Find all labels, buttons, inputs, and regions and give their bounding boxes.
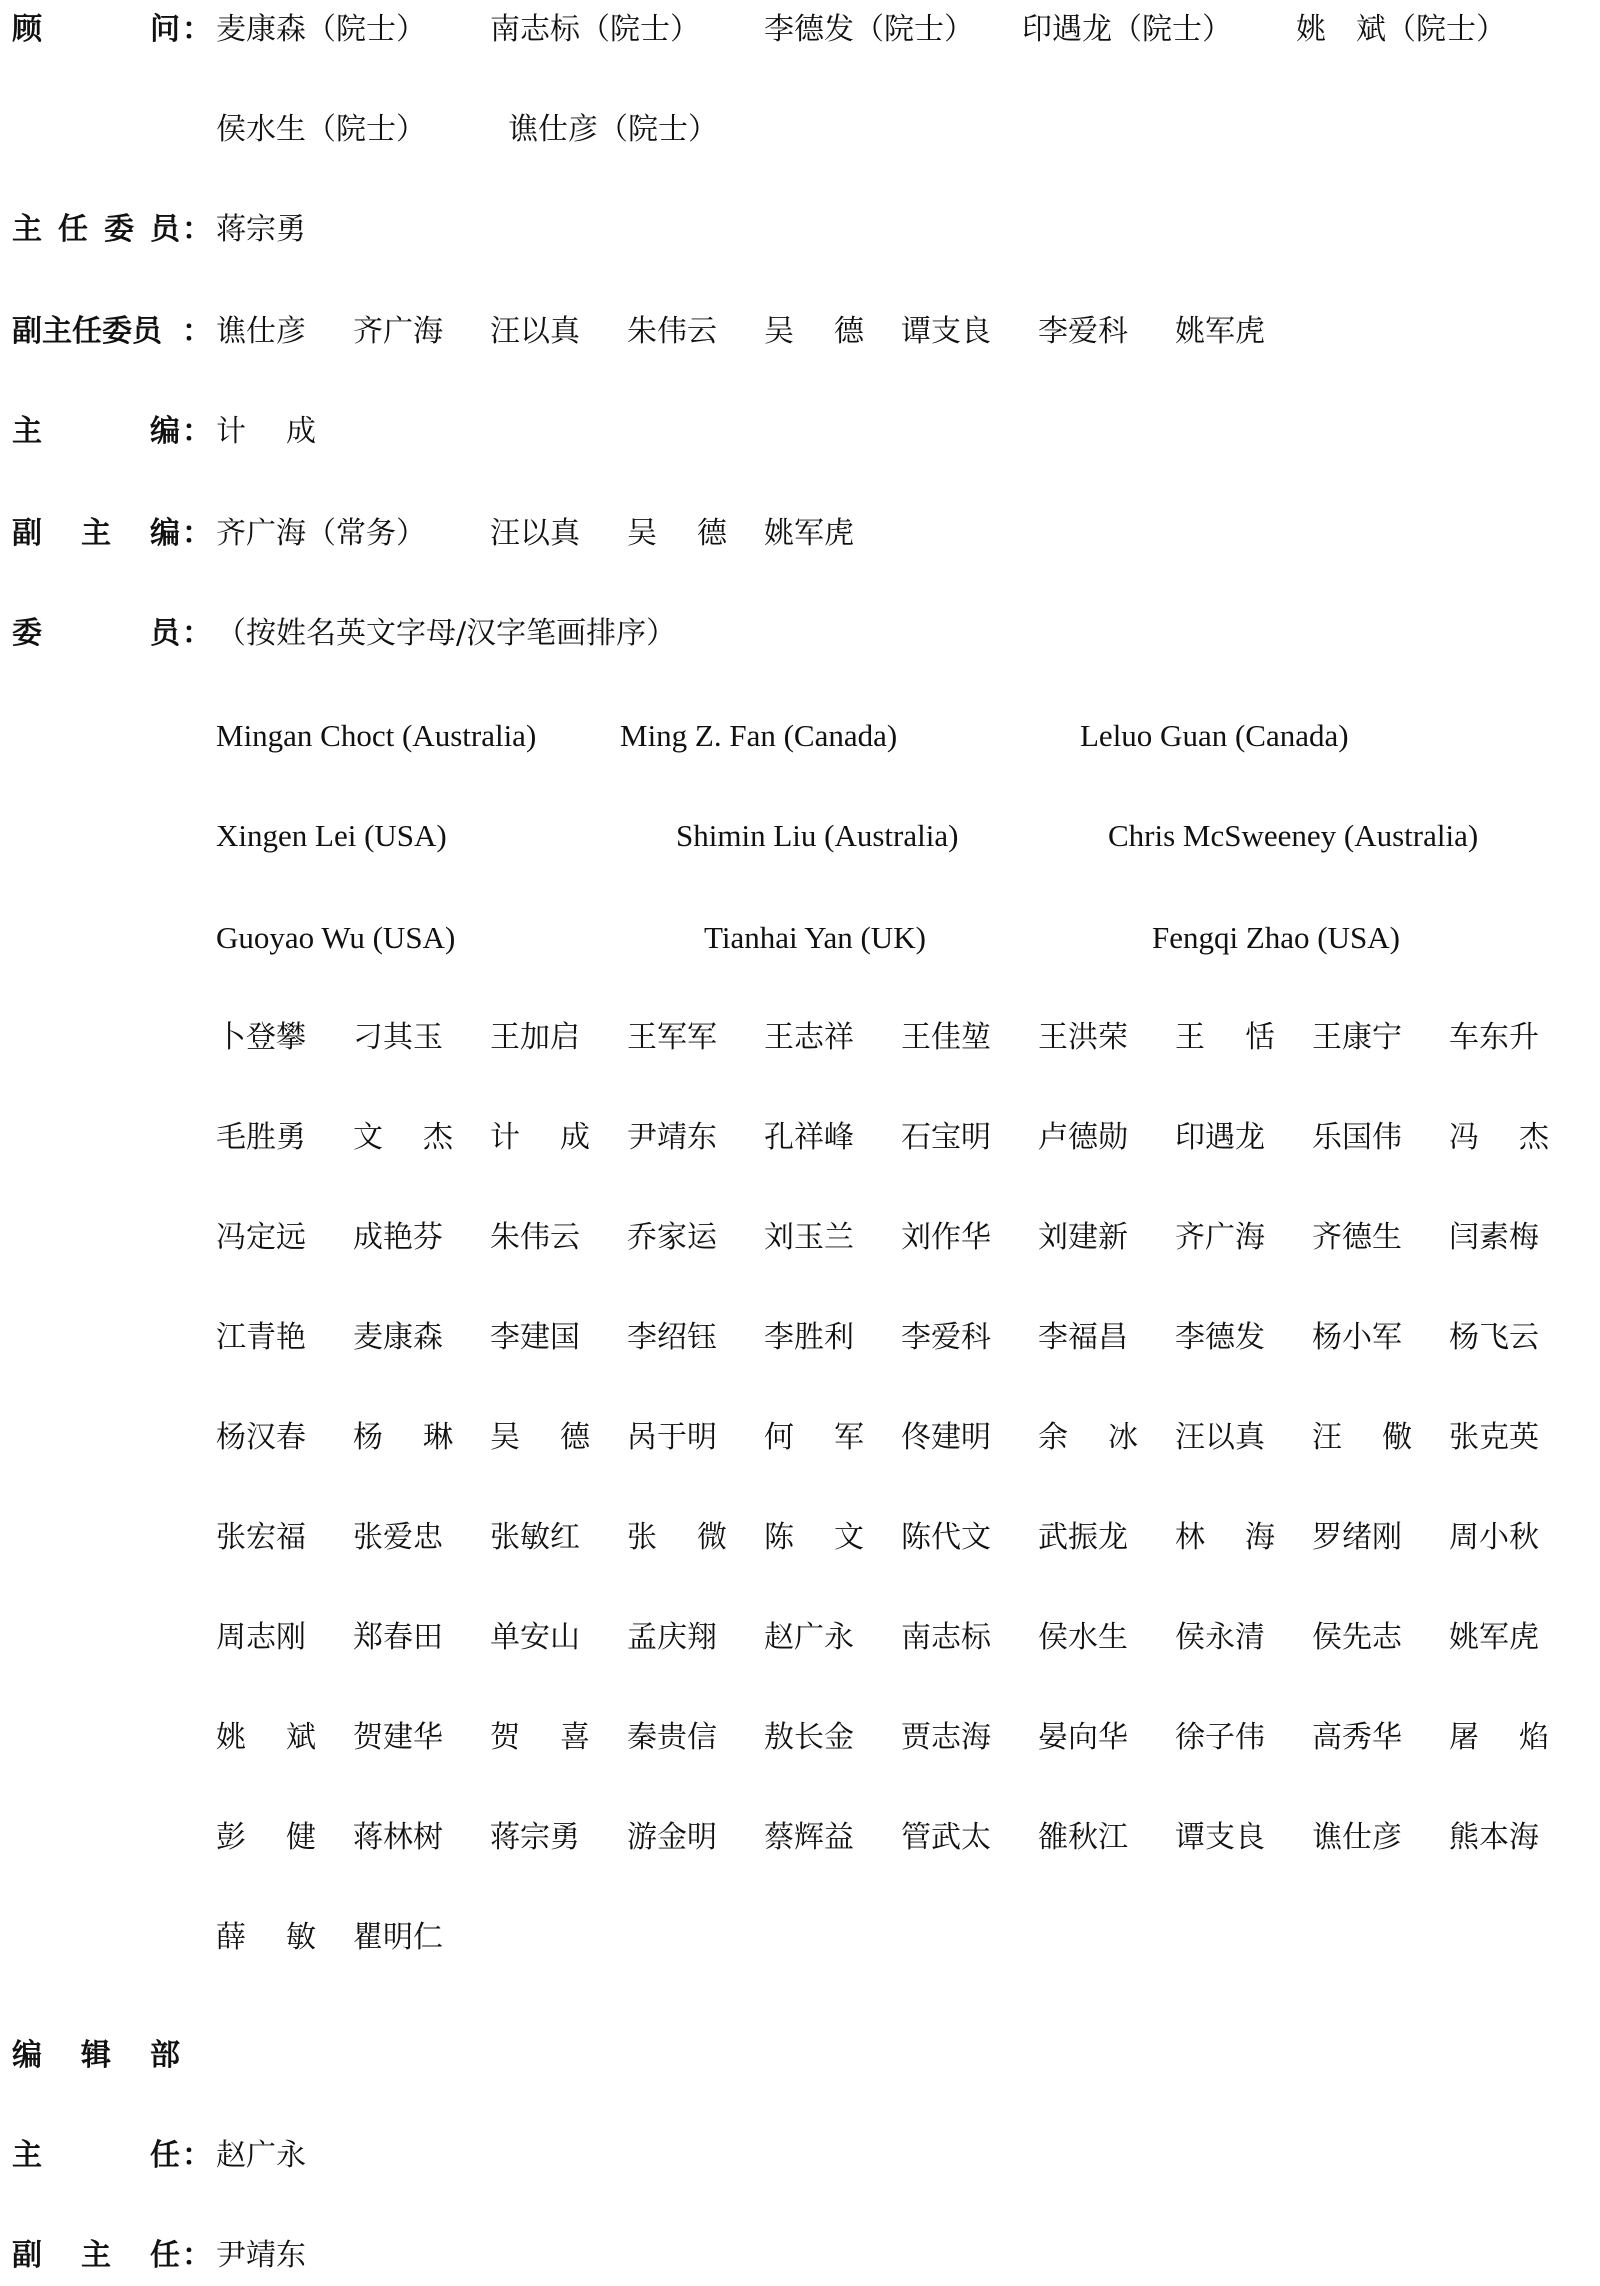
member-name: 王洪荣 bbox=[1038, 1020, 1128, 1055]
dept-director-name: 赵广永 bbox=[216, 2138, 306, 2173]
member-name: 李绍钰 bbox=[627, 1320, 717, 1355]
foreign-member-name: Shimin Liu (Australia) bbox=[676, 818, 959, 853]
member-name: 李福昌 bbox=[1038, 1320, 1128, 1355]
label-colon: ： bbox=[182, 2138, 212, 2173]
member-name: 张爱忠 bbox=[353, 1520, 443, 1555]
member-name: 麦康森 bbox=[353, 1320, 443, 1355]
member-name: 南志标 bbox=[901, 1620, 991, 1655]
member-name: 张宏福 bbox=[216, 1520, 306, 1555]
chief-editor-label: 主 编 bbox=[12, 414, 180, 449]
member-name: 乔家运 bbox=[627, 1220, 717, 1255]
deputy-editor-name: 姚军虎 bbox=[764, 516, 854, 551]
member-name: 单安山 bbox=[490, 1620, 580, 1655]
members-label: 委 员 bbox=[12, 616, 180, 651]
editorial-dept-heading: 编 辑 部 bbox=[12, 2038, 180, 2073]
member-name: 杨飞云 bbox=[1449, 1320, 1539, 1355]
member-name: 刁其玉 bbox=[353, 1020, 443, 1055]
advisors-label: 顾 问 bbox=[12, 12, 180, 47]
dept-vice-director-label: 副 主 任 bbox=[12, 2238, 180, 2273]
member-name: 王康宁 bbox=[1312, 1020, 1402, 1055]
vice-director-name: 汪以真 bbox=[490, 314, 580, 349]
member-name: 敖长金 bbox=[764, 1720, 854, 1755]
member-name: 成艳芬 bbox=[353, 1220, 443, 1255]
member-name: 尹靖东 bbox=[627, 1120, 717, 1155]
member-name: 陈 文 bbox=[764, 1520, 864, 1555]
member-name: 徐子伟 bbox=[1175, 1720, 1265, 1755]
member-name: 张敏红 bbox=[490, 1520, 580, 1555]
member-name: 王加启 bbox=[490, 1020, 580, 1055]
vice-director-name: 李爱科 bbox=[1038, 314, 1128, 349]
label-colon: ： bbox=[182, 2238, 212, 2273]
foreign-member-name: Leluo Guan (Canada) bbox=[1080, 718, 1349, 753]
vice-directors-label: 副主任委员 bbox=[12, 314, 162, 349]
member-name: 姚军虎 bbox=[1449, 1620, 1539, 1655]
member-name: 蒋宗勇 bbox=[490, 1820, 580, 1855]
foreign-member-name: Guoyao Wu (USA) bbox=[216, 920, 456, 955]
member-name: 雒秋江 bbox=[1038, 1820, 1128, 1855]
member-name: 闫素梅 bbox=[1449, 1220, 1539, 1255]
member-name: 侯永清 bbox=[1175, 1620, 1265, 1655]
member-name: 王佳堃 bbox=[901, 1020, 991, 1055]
member-name: 何 军 bbox=[764, 1420, 864, 1455]
member-name: 冯 杰 bbox=[1449, 1120, 1549, 1155]
deputy-editor-name: 汪以真 bbox=[490, 516, 580, 551]
member-name: 陈代文 bbox=[901, 1520, 991, 1555]
foreign-member-name: Ming Z. Fan (Canada) bbox=[620, 718, 898, 753]
member-name: 蒋林树 bbox=[353, 1820, 443, 1855]
member-name: 杨小军 bbox=[1312, 1320, 1402, 1355]
member-name: 侯先志 bbox=[1312, 1620, 1402, 1655]
member-name: 游金明 bbox=[627, 1820, 717, 1855]
member-name: 李建国 bbox=[490, 1320, 580, 1355]
member-name: 武振龙 bbox=[1038, 1520, 1128, 1555]
member-name: 齐德生 bbox=[1312, 1220, 1402, 1255]
member-name: 杨汉春 bbox=[216, 1420, 306, 1455]
dept-vice-director-name: 尹靖东 bbox=[216, 2238, 306, 2273]
chief-editor-name: 计 成 bbox=[216, 414, 316, 449]
member-name: 余 冰 bbox=[1038, 1420, 1138, 1455]
vice-director-name: 姚军虎 bbox=[1175, 314, 1265, 349]
deputy-editor-name: 吴 德 bbox=[627, 516, 727, 551]
foreign-member-name: Chris McSweeney (Australia) bbox=[1108, 818, 1479, 853]
vice-director-name: 谯仕彦 bbox=[216, 314, 306, 349]
members-sort-note: （按姓名英文字母/汉字笔画排序） bbox=[216, 616, 677, 651]
member-name: 李德发 bbox=[1175, 1320, 1265, 1355]
member-name: 瞿明仁 bbox=[353, 1920, 443, 1955]
member-name: 屠 焰 bbox=[1449, 1720, 1549, 1755]
member-name: 周小秋 bbox=[1449, 1520, 1539, 1555]
foreign-member-name: Mingan Choct (Australia) bbox=[216, 718, 537, 753]
member-name: 秦贵信 bbox=[627, 1720, 717, 1755]
deputy-editors-label: 副 主 编 bbox=[12, 516, 180, 551]
member-name: 赵广永 bbox=[764, 1620, 854, 1655]
member-name: 冯定远 bbox=[216, 1220, 306, 1255]
member-name: 江青艳 bbox=[216, 1320, 306, 1355]
member-name: 王军军 bbox=[627, 1020, 717, 1055]
label-colon: ： bbox=[182, 414, 212, 449]
member-name: 张 微 bbox=[627, 1520, 727, 1555]
member-name: 汪 儆 bbox=[1312, 1420, 1412, 1455]
foreign-member-name: Xingen Lei (USA) bbox=[216, 818, 447, 853]
member-name: 文 杰 bbox=[353, 1120, 453, 1155]
member-name: 卢德勋 bbox=[1038, 1120, 1128, 1155]
advisor-name: 麦康森（院士） bbox=[216, 12, 426, 47]
member-name: 石宝明 bbox=[901, 1120, 991, 1155]
advisor-name: 李德发（院士） bbox=[764, 12, 974, 47]
member-name: 乐国伟 bbox=[1312, 1120, 1402, 1155]
label-colon: ： bbox=[182, 12, 212, 47]
member-name: 贺建华 bbox=[353, 1720, 443, 1755]
member-name: 刘作华 bbox=[901, 1220, 991, 1255]
member-name: 晏向华 bbox=[1038, 1720, 1128, 1755]
member-name: 李爱科 bbox=[901, 1320, 991, 1355]
member-name: 熊本海 bbox=[1449, 1820, 1539, 1855]
member-name: 林 海 bbox=[1175, 1520, 1275, 1555]
member-name: 贺 喜 bbox=[490, 1720, 590, 1755]
member-name: 朱伟云 bbox=[490, 1220, 580, 1255]
member-name: 罗绪刚 bbox=[1312, 1520, 1402, 1555]
member-name: 贾志海 bbox=[901, 1720, 991, 1755]
member-name: 计 成 bbox=[490, 1120, 590, 1155]
member-name: 印遇龙 bbox=[1175, 1120, 1265, 1155]
advisor-name: 南志标（院士） bbox=[490, 12, 700, 47]
member-name: 李胜利 bbox=[764, 1320, 854, 1355]
member-name: 侯水生 bbox=[1038, 1620, 1128, 1655]
member-name: 王志祥 bbox=[764, 1020, 854, 1055]
member-name: 佟建明 bbox=[901, 1420, 991, 1455]
label-colon: ： bbox=[182, 616, 212, 651]
member-name: 齐广海 bbox=[1175, 1220, 1265, 1255]
advisor-name: 姚 斌（院士） bbox=[1296, 12, 1506, 47]
member-name: 彭 健 bbox=[216, 1820, 316, 1855]
member-name: 吴 德 bbox=[490, 1420, 590, 1455]
foreign-member-name: Fengqi Zhao (USA) bbox=[1152, 920, 1400, 955]
vice-director-name: 谭支良 bbox=[901, 314, 991, 349]
member-name: 卜登攀 bbox=[216, 1020, 306, 1055]
member-name: 薛 敏 bbox=[216, 1920, 316, 1955]
deputy-editor-name: 齐广海（常务） bbox=[216, 516, 426, 551]
member-name: 谭支良 bbox=[1175, 1820, 1265, 1855]
dept-director-label: 主 任 bbox=[12, 2138, 180, 2173]
foreign-member-name: Tianhai Yan (UK) bbox=[704, 920, 926, 955]
member-name: 车东升 bbox=[1449, 1020, 1539, 1055]
vice-director-name: 吴 德 bbox=[764, 314, 864, 349]
label-colon: ： bbox=[182, 516, 212, 551]
label-colon: ： bbox=[182, 314, 212, 349]
member-name: 周志刚 bbox=[216, 1620, 306, 1655]
member-name: 杨 琳 bbox=[353, 1420, 453, 1455]
member-name: 呙于明 bbox=[627, 1420, 717, 1455]
director-label: 主 任 委 员 bbox=[12, 212, 180, 247]
vice-director-name: 朱伟云 bbox=[627, 314, 717, 349]
member-name: 刘玉兰 bbox=[764, 1220, 854, 1255]
member-name: 管武太 bbox=[901, 1820, 991, 1855]
member-name: 张克英 bbox=[1449, 1420, 1539, 1455]
label-colon: ： bbox=[182, 212, 212, 247]
advisor-name: 印遇龙（院士） bbox=[1022, 12, 1232, 47]
advisor-name: 侯水生（院士） bbox=[216, 112, 426, 147]
director-name: 蒋宗勇 bbox=[216, 212, 306, 247]
member-name: 姚 斌 bbox=[216, 1720, 316, 1755]
member-name: 郑春田 bbox=[353, 1620, 443, 1655]
member-name: 蔡辉益 bbox=[764, 1820, 854, 1855]
member-name: 汪以真 bbox=[1175, 1420, 1265, 1455]
member-name: 孔祥峰 bbox=[764, 1120, 854, 1155]
member-name: 孟庆翔 bbox=[627, 1620, 717, 1655]
vice-director-name: 齐广海 bbox=[353, 314, 443, 349]
member-name: 高秀华 bbox=[1312, 1720, 1402, 1755]
member-name: 谯仕彦 bbox=[1312, 1820, 1402, 1855]
member-name: 王 恬 bbox=[1175, 1020, 1275, 1055]
member-name: 刘建新 bbox=[1038, 1220, 1128, 1255]
member-name: 毛胜勇 bbox=[216, 1120, 306, 1155]
advisor-name: 谯仕彦（院士） bbox=[508, 112, 718, 147]
